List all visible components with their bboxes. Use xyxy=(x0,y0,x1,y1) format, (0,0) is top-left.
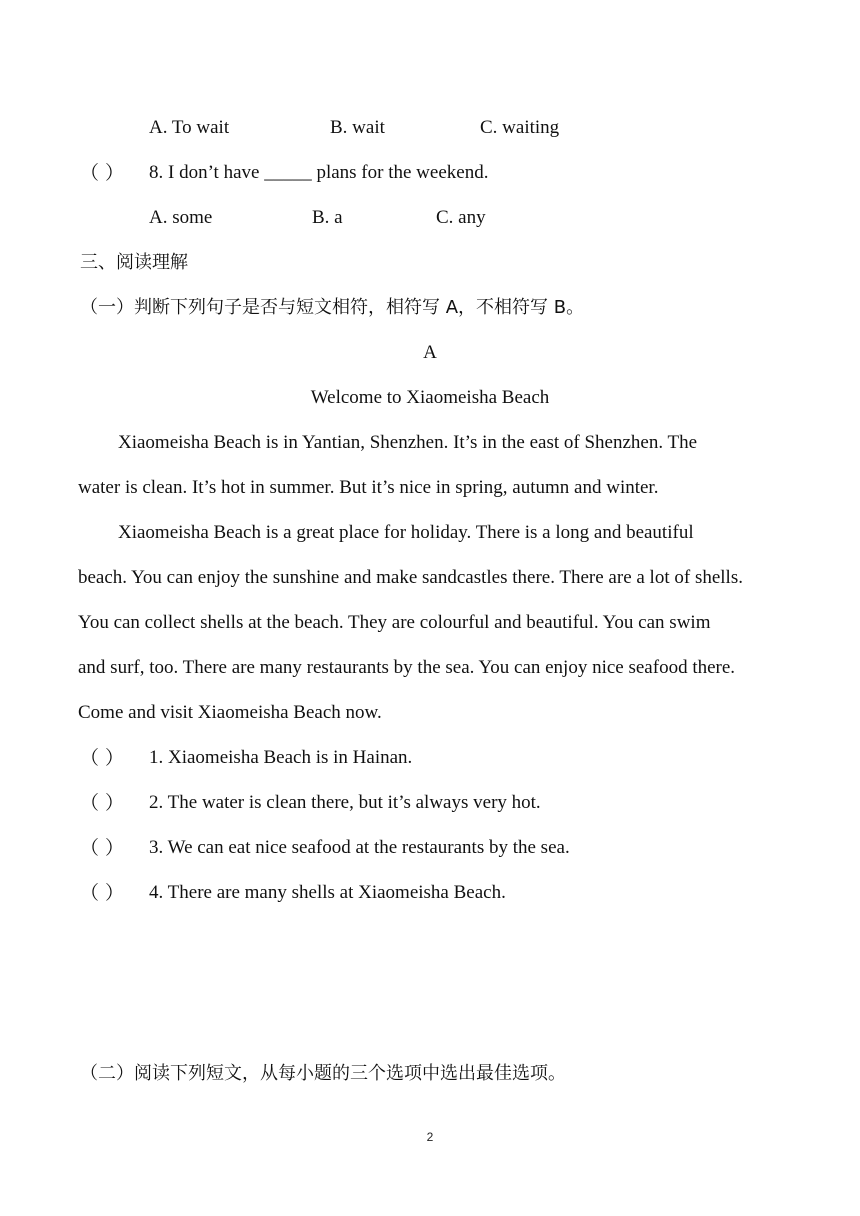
passage-line-5: You can collect shells at the beach. They are colourful and beautiful. You can swim xyxy=(78,612,711,633)
q2-question-text: 2. The water is clean there, but it’s always very hot. xyxy=(149,792,541,813)
q8-question-text: 8. I don’t have _____ plans for the weekend. xyxy=(149,162,489,183)
passage-line-7: Come and visit Xiaomeisha Beach now. xyxy=(78,702,382,723)
q8-option-a: A. some xyxy=(149,207,213,228)
passage-line-6: and surf, too. There are many restaurants by the sea. You can enjoy nice seafood there. xyxy=(78,657,736,678)
q7-option-a: A. To wait xyxy=(149,117,230,138)
q7-option-c: C. waiting xyxy=(480,117,560,138)
passage-line-4: beach. You can enjoy the sunshine and make sandcastles there. There are a lot of shells. xyxy=(78,567,743,588)
passage-line-3: Xiaomeisha Beach is a great place for holiday. There is a long and beautiful xyxy=(118,522,694,543)
q8-option-b: B. a xyxy=(312,207,343,228)
passage-line-2: water is clean. It’s hot in summer. But it’s nice in spring, autumn and winter. xyxy=(78,477,659,498)
q2-answer-blank: （ ） xyxy=(80,792,125,814)
part2-instruction: （二）阅读下列短文，从每小题的三个选项中选出最佳选项。 xyxy=(80,1063,566,1084)
q1-answer-blank: （ ） xyxy=(80,747,125,769)
part1-instruction: （一）判断下列句子是否与短文相符，相符写 A，不相符写 B。 xyxy=(80,297,585,318)
q3-question-text: 3. We can eat nice seafood at the restaurants by the sea. xyxy=(149,837,570,858)
q8-answer-blank: （ ） xyxy=(80,162,125,184)
q7-option-b: B. wait xyxy=(330,117,385,138)
q1-question-text: 1. Xiaomeisha Beach is in Hainan. xyxy=(149,747,413,768)
page-number: 2 xyxy=(426,1130,434,1144)
q8-option-c: C. any xyxy=(436,207,486,228)
section-heading: 三、阅读理解 xyxy=(80,252,188,273)
q3-answer-blank: （ ） xyxy=(80,837,125,859)
passage-line-1: Xiaomeisha Beach is in Yantian, Shenzhen. It’s in the east of Shenzhen. The xyxy=(118,432,698,453)
q4-answer-blank: （ ） xyxy=(80,882,125,904)
passage-title: Welcome to Xiaomeisha Beach xyxy=(310,387,550,408)
q4-question-text: 4. There are many shells at Xiaomeisha Beach. xyxy=(149,882,506,903)
passage-label: A xyxy=(423,342,437,363)
